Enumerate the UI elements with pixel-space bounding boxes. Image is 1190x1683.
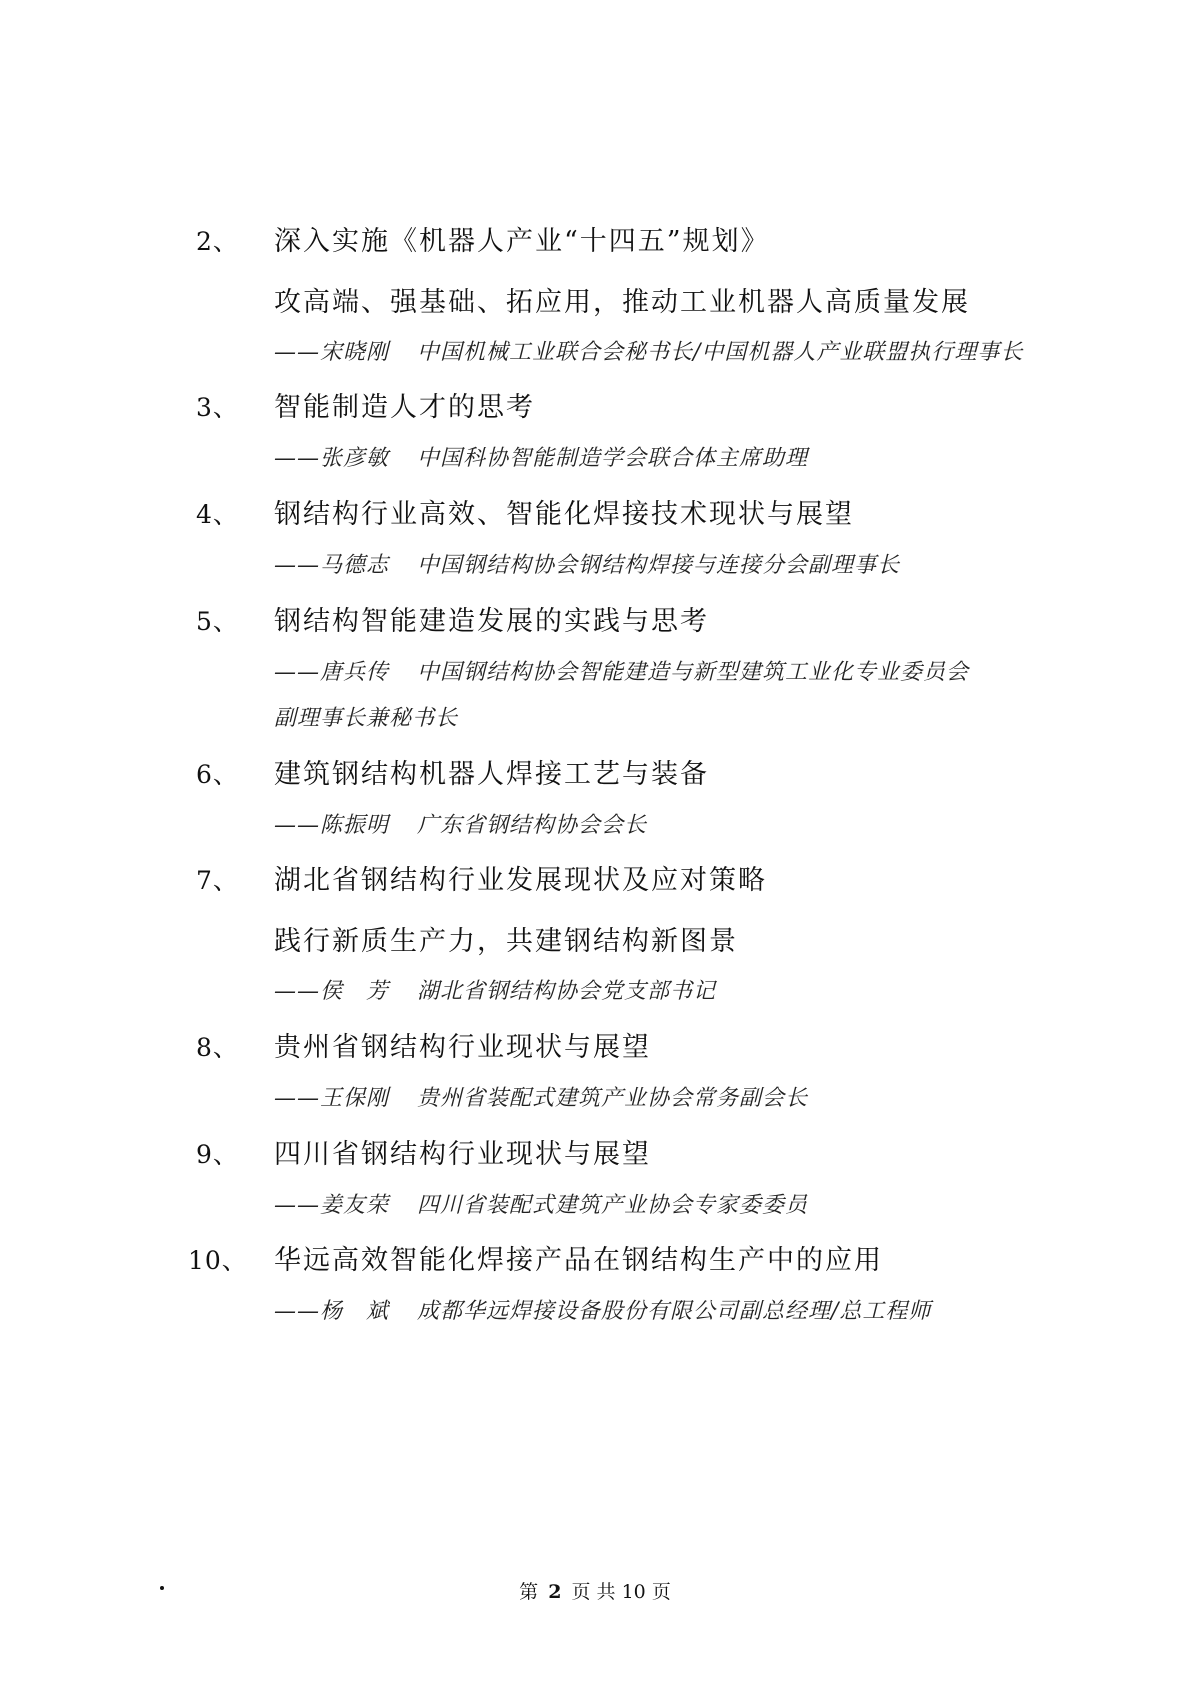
total-page-count: 10 (621, 1581, 646, 1603)
speaker-role: 成都华远焊接设备股份有限公司副总经理/总工程师 (417, 1299, 932, 1324)
speaker-line (274, 1085, 808, 1113)
item-number: 9、 (196, 1140, 239, 1169)
footer-middle: 页 共 (571, 1581, 616, 1603)
speaker-name: ——姜友荣 (274, 1193, 390, 1218)
speaker-name: ——唐兵传 (274, 660, 390, 685)
page-footer (0, 1580, 1190, 1604)
item-title: 贵州省钢结构行业现状与展望 (274, 1032, 651, 1063)
speaker-line (274, 339, 1023, 367)
speaker-name: ——马德志 (274, 553, 390, 578)
current-page-number: 2 (548, 1581, 562, 1603)
item-title: 钢结构行业高效、智能化焊接技术现状与展望 (274, 499, 854, 530)
item-title: 深入实施《机器人产业“十四五”规划》 (274, 226, 770, 257)
speaker-role: 中国钢结构协会钢结构焊接与连接分会副理事长 (417, 553, 901, 578)
speaker-role: 中国科协智能制造学会联合体主席助理 (417, 446, 809, 471)
speaker-name: ——侯 芳 (274, 979, 390, 1004)
speaker-role: 中国机械工业联合会秘书长/中国机器人产业联盟执行理事长 (417, 340, 1024, 365)
item-number: 3、 (196, 393, 239, 422)
speaker-role-continued: 副理事长兼秘书长 (274, 706, 459, 731)
item-subtitle: 践行新质生产力，共建钢结构新图景 (274, 926, 738, 957)
speaker-role: 四川省装配式建筑产业协会专家委委员 (417, 1193, 809, 1218)
item-title: 华远高效智能化焊接产品在钢结构生产中的应用 (274, 1245, 883, 1276)
item-number: 2、 (196, 227, 239, 256)
item-title: 智能制造人才的思考 (274, 392, 535, 423)
item-number: 10、 (188, 1246, 248, 1275)
speaker-line (274, 1192, 808, 1220)
item-number: 4、 (196, 500, 239, 529)
speaker-name: ——张彦敏 (274, 446, 390, 471)
item-title: 钢结构智能建造发展的实践与思考 (274, 606, 709, 637)
item-number: 6、 (196, 760, 239, 789)
item-title: 建筑钢结构机器人焊接工艺与装备 (274, 759, 709, 790)
item-number: 5、 (196, 607, 239, 636)
speaker-name: ——王保刚 (274, 1086, 390, 1111)
speaker-name: ——宋晓刚 (274, 340, 390, 365)
speaker-role: 中国钢结构协会智能建造与新型建筑工业化专业委员会 (417, 660, 970, 685)
item-number: 8、 (196, 1033, 239, 1062)
speaker-line (274, 978, 716, 1006)
speaker-line (274, 659, 969, 687)
footer-prefix: 第 (519, 1581, 539, 1603)
speaker-name: ——陈振明 (274, 813, 390, 838)
speaker-name: ——杨 斌 (274, 1299, 390, 1324)
item-title: 四川省钢结构行业现状与展望 (274, 1139, 651, 1170)
speaker-line (274, 1298, 931, 1326)
item-number: 7、 (196, 866, 239, 895)
speaker-line (274, 812, 647, 840)
speaker-line (274, 552, 900, 580)
speaker-role: 湖北省钢结构协会党支部书记 (417, 979, 717, 1004)
speaker-role: 贵州省装配式建筑产业协会常务副会长 (417, 1086, 809, 1111)
item-title: 湖北省钢结构行业发展现状及应对策略 (274, 865, 767, 896)
speaker-line (274, 445, 808, 473)
speaker-role: 广东省钢结构协会会长 (417, 813, 648, 838)
footer-suffix: 页 (651, 1581, 671, 1603)
item-subtitle: 攻高端、强基础、拓应用，推动工业机器人高质量发展 (274, 287, 970, 318)
